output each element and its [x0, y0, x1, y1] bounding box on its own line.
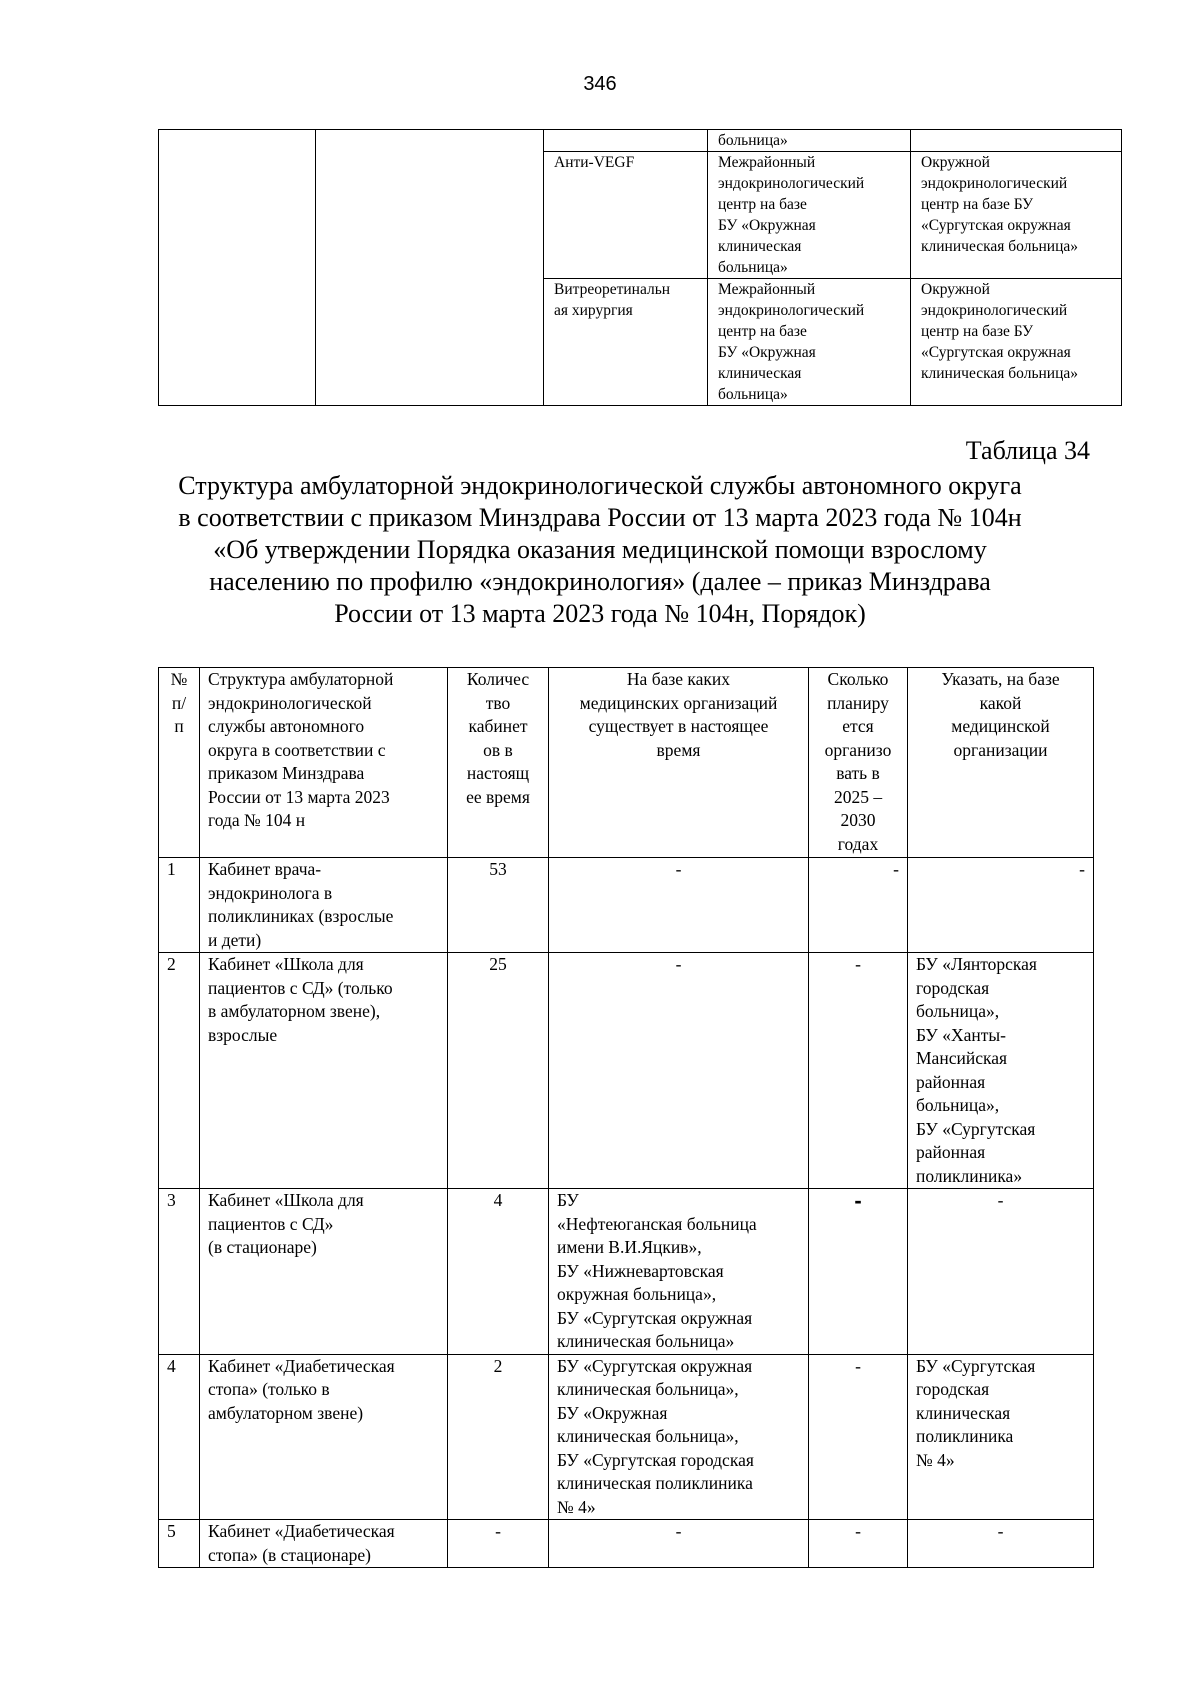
table-caption — [100, 470, 1100, 630]
cell-count: 53 — [448, 858, 549, 953]
cell-count: 2 — [448, 1354, 549, 1520]
endocrinology-structure-table — [158, 667, 1094, 1568]
header-cell-existing: На базе каких медицинских организаций существует в настоящее время — [549, 668, 809, 858]
cell-number: 3 — [159, 1189, 200, 1355]
cell-count: - — [448, 1520, 549, 1568]
page-number: 346 — [583, 73, 617, 95]
cell-count: 4 — [448, 1189, 549, 1355]
cell-number: 4 — [159, 1354, 200, 1520]
table-cell: Окружной эндокринологический центр на базе БУ «Сургутская окружная клиническая больница» — [911, 152, 1122, 279]
cell-existing: БУ «Сургутская окружная клиническая больница», БУ «Окружная клиническая больница», БУ «Сургутская городская клиническая поликлиника № 4» — [549, 1354, 809, 1520]
caption-line: в соответствии с приказом Минздрава России от 13 марта 2023 года № 104н — [178, 503, 1022, 532]
table-cell: больница» — [708, 130, 911, 152]
table-cell: Межрайонный эндокринологический центр на базе БУ «Окружная клиническая больница» — [708, 279, 911, 406]
table-row — [159, 1520, 1094, 1568]
header-cell-number: № п/ п — [159, 668, 200, 858]
table-row — [159, 1189, 1094, 1355]
cell-where: БУ «Лянторская городская больница», БУ «Ханты- Мансийская районная больница», БУ «Сургутская районная поликлиника» — [908, 953, 1094, 1189]
table-cell: Окружной эндокринологический центр на базе БУ «Сургутская окружная клиническая больница» — [911, 279, 1122, 406]
table-row — [159, 953, 1094, 1189]
cell-planned: - — [809, 1354, 908, 1520]
cell-where: БУ «Сургутская городская клиническая поликлиника № 4» — [908, 1354, 1094, 1520]
caption-line: «Об утверждении Порядка оказания медицинской помощи взрослому — [213, 535, 987, 564]
cell-where: - — [908, 1189, 1094, 1355]
caption-line: населению по профилю «эндокринология» (далее – приказ Минздрава — [209, 567, 991, 596]
cell-name: Кабинет «Школа для пациентов с СД» (только в амбулаторном звене), взрослые — [200, 953, 448, 1189]
cell-where: - — [908, 858, 1094, 953]
cell-number: 5 — [159, 1520, 200, 1568]
table-cell — [316, 130, 544, 406]
table-cell — [911, 130, 1122, 152]
table-cell: Анти-VEGF — [544, 152, 708, 279]
table-row — [159, 858, 1094, 953]
cell-existing: БУ «Нефтеюганская больница имени В.И.Яцкив», БУ «Нижневартовская окружная больница», БУ «Сургутская окружная клиническая больница» — [549, 1189, 809, 1355]
cell-number: 2 — [159, 953, 200, 1189]
table-header-row — [159, 668, 1094, 858]
cell-planned: - — [809, 858, 908, 953]
table-cell: Витреоретинальн ая хирургия — [544, 279, 708, 406]
continuation-table — [158, 129, 1122, 406]
header-cell-structure: Структура амбулаторной эндокринологической службы автономного округа в соответствии с приказом Минздрава России от 13 марта 2023 года № 104 н — [200, 668, 448, 858]
cell-planned: - — [809, 1189, 908, 1355]
header-cell-where: Указать, на базе какой медицинской организации — [908, 668, 1094, 858]
cell-planned: - — [809, 1520, 908, 1568]
cell-existing: - — [549, 953, 809, 1189]
cell-planned: - — [809, 953, 908, 1189]
cell-name: Кабинет «Школа для пациентов с СД» (в стационаре) — [200, 1189, 448, 1355]
cell-name: Кабинет «Диабетическая стопа» (только в амбулаторном звене) — [200, 1354, 448, 1520]
cell-existing: - — [549, 1520, 809, 1568]
header-cell-planned: Сколько планиру ется организо вать в 2025 – 2030 годах — [809, 668, 908, 858]
header-cell-count: Количес тво кабинет ов в настоящ ее время — [448, 668, 549, 858]
cell-where: - — [908, 1520, 1094, 1568]
table-row — [159, 130, 1122, 152]
table-row — [159, 1354, 1094, 1520]
table-cell: Межрайонный эндокринологический центр на базе БУ «Окружная клиническая больница» — [708, 152, 911, 279]
table-label: Таблица 34 — [965, 436, 1090, 465]
caption-line: России от 13 марта 2023 года № 104н, Порядок) — [334, 599, 866, 628]
cell-existing: - — [549, 858, 809, 953]
cell-number: 1 — [159, 858, 200, 953]
table-cell — [159, 130, 316, 406]
cell-name: Кабинет «Диабетическая стопа» (в стационаре) — [200, 1520, 448, 1568]
cell-name: Кабинет врача- эндокринолога в поликлиниках (взрослые и дети) — [200, 858, 448, 953]
cell-count: 25 — [448, 953, 549, 1189]
table-cell — [544, 130, 708, 152]
caption-line: Структура амбулаторной эндокринологической службы автономного округа — [178, 471, 1022, 500]
